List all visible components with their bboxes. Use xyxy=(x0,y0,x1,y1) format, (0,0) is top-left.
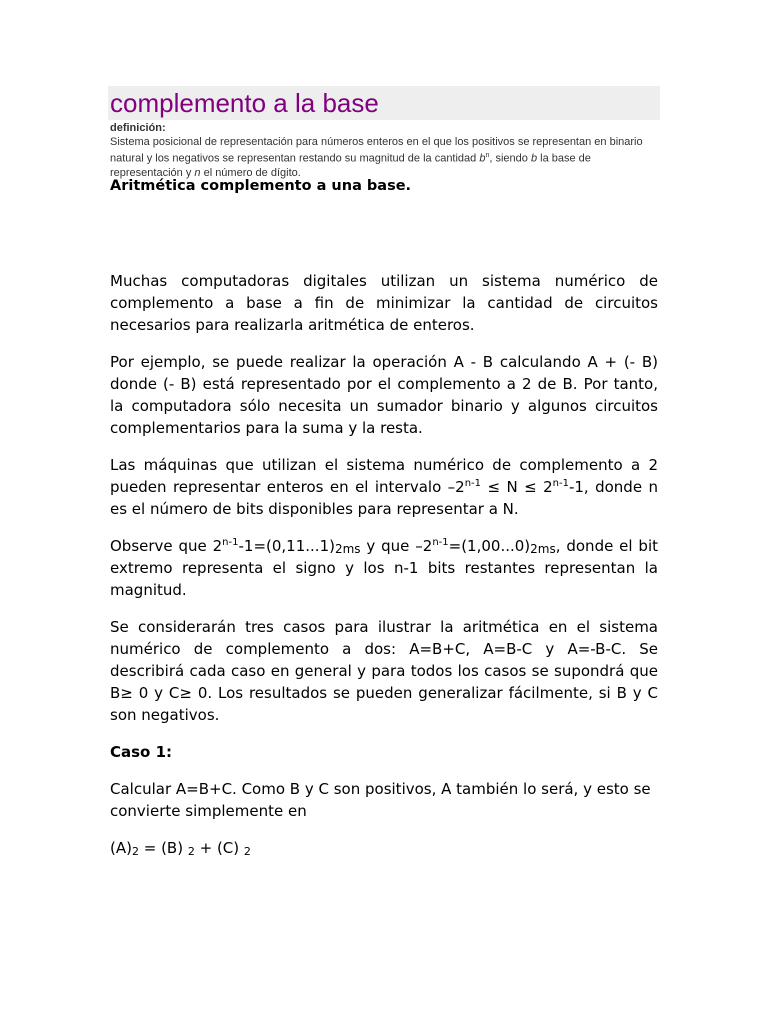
p4-text-c: y que –2 xyxy=(360,537,433,555)
formula-sub-2: 2 xyxy=(187,845,195,858)
definition-text-1: Sistema posicional de representación para números enteros en el que los positivos se representan en binario natural y los negativos se representan restando su magnitud de la cantidad xyxy=(110,136,643,165)
paragraph-1: Muchas computadoras digitales utilizan un sistema numérico de complemento a base a fin de minimizar la cantidad de circuitos necesarios para realizarla aritmética de enteros. xyxy=(110,272,658,334)
paragraph-5: Se considerarán tres casos para ilustrar la aritmética en el sistema numérico de complemento a dos: A=B+C, A=B-C y A=-B-C. Se describirá cada caso en general y para todos los casos se supondrá que B≥ 0 y C≥ 0. Los resultados se pueden generalizar fácilmente, si B y C son negativos. xyxy=(110,618,658,724)
definition-block xyxy=(110,121,650,180)
page-title: complemento a la base xyxy=(110,88,379,118)
formula-line xyxy=(110,837,658,859)
definition-text-2: , siendo xyxy=(489,152,531,165)
p4-text-b: -1=(0,11...1) xyxy=(238,537,335,555)
p3-sup-1: n-1 xyxy=(464,478,482,489)
paragraph-3 xyxy=(110,454,658,520)
p3-text-c: -1, donde n es el número de bits disponibles para representar a N. xyxy=(110,478,658,518)
definition-text-4: el número de dígito. xyxy=(200,166,301,179)
definition-text xyxy=(110,135,650,180)
title-bar xyxy=(108,86,660,120)
paragraph-6: Calcular A=B+C. Como B y C son positivos, A también lo será, y esto se convierte simplemente en xyxy=(110,780,651,820)
p3-sup-2: n-1 xyxy=(552,478,569,489)
definition-b-var-2: b xyxy=(530,152,538,165)
definition-text-3: la base de representación y xyxy=(110,152,591,179)
formula-sub-3: 2 xyxy=(243,845,251,858)
p4-sub-1: 2ms xyxy=(334,542,361,556)
case-1-heading: Caso 1: xyxy=(110,743,173,761)
definition-n-var: n xyxy=(194,166,201,179)
formula-sub-1: 2 xyxy=(131,845,139,858)
formula-b: = (B) xyxy=(138,839,188,857)
p4-sup-1: n-1 xyxy=(222,537,239,548)
paragraph-4 xyxy=(110,535,658,601)
formula-c: + (C) xyxy=(194,839,244,857)
p4-sup-2: n-1 xyxy=(432,537,449,548)
p4-text-a: Observe que 2 xyxy=(110,537,223,555)
p3-text-a: Las máquinas que utilizan el sistema numérico de complemento a 2 pueden representar enteros en el intervalo –2 xyxy=(110,456,658,496)
definition-label: definición: xyxy=(110,122,166,134)
p4-text-d: =(1,00...0) xyxy=(448,537,531,555)
definition-n-sup: n xyxy=(485,152,490,159)
paragraph-2: Por ejemplo, se puede realizar la operación A - B calculando A + (- B) donde (- B) está representado por el complemento a 2 de B. Por tanto, la computadora sólo necesita un sumador binario y algunos circuitos complementarios para la suma y la resta. xyxy=(110,353,658,437)
section-subtitle: Aritmética complemento a una base. xyxy=(110,178,412,194)
p4-text-e: , donde el bit extremo representa el signo y los n-1 bits restantes representan la magnitud. xyxy=(110,537,659,599)
formula-a: (A) xyxy=(110,839,132,857)
definition-b-var: b xyxy=(479,152,486,165)
p3-text-b: ≤ N ≤ 2 xyxy=(481,478,553,496)
body-text xyxy=(110,270,658,874)
p4-sub-2: 2ms xyxy=(530,542,556,556)
